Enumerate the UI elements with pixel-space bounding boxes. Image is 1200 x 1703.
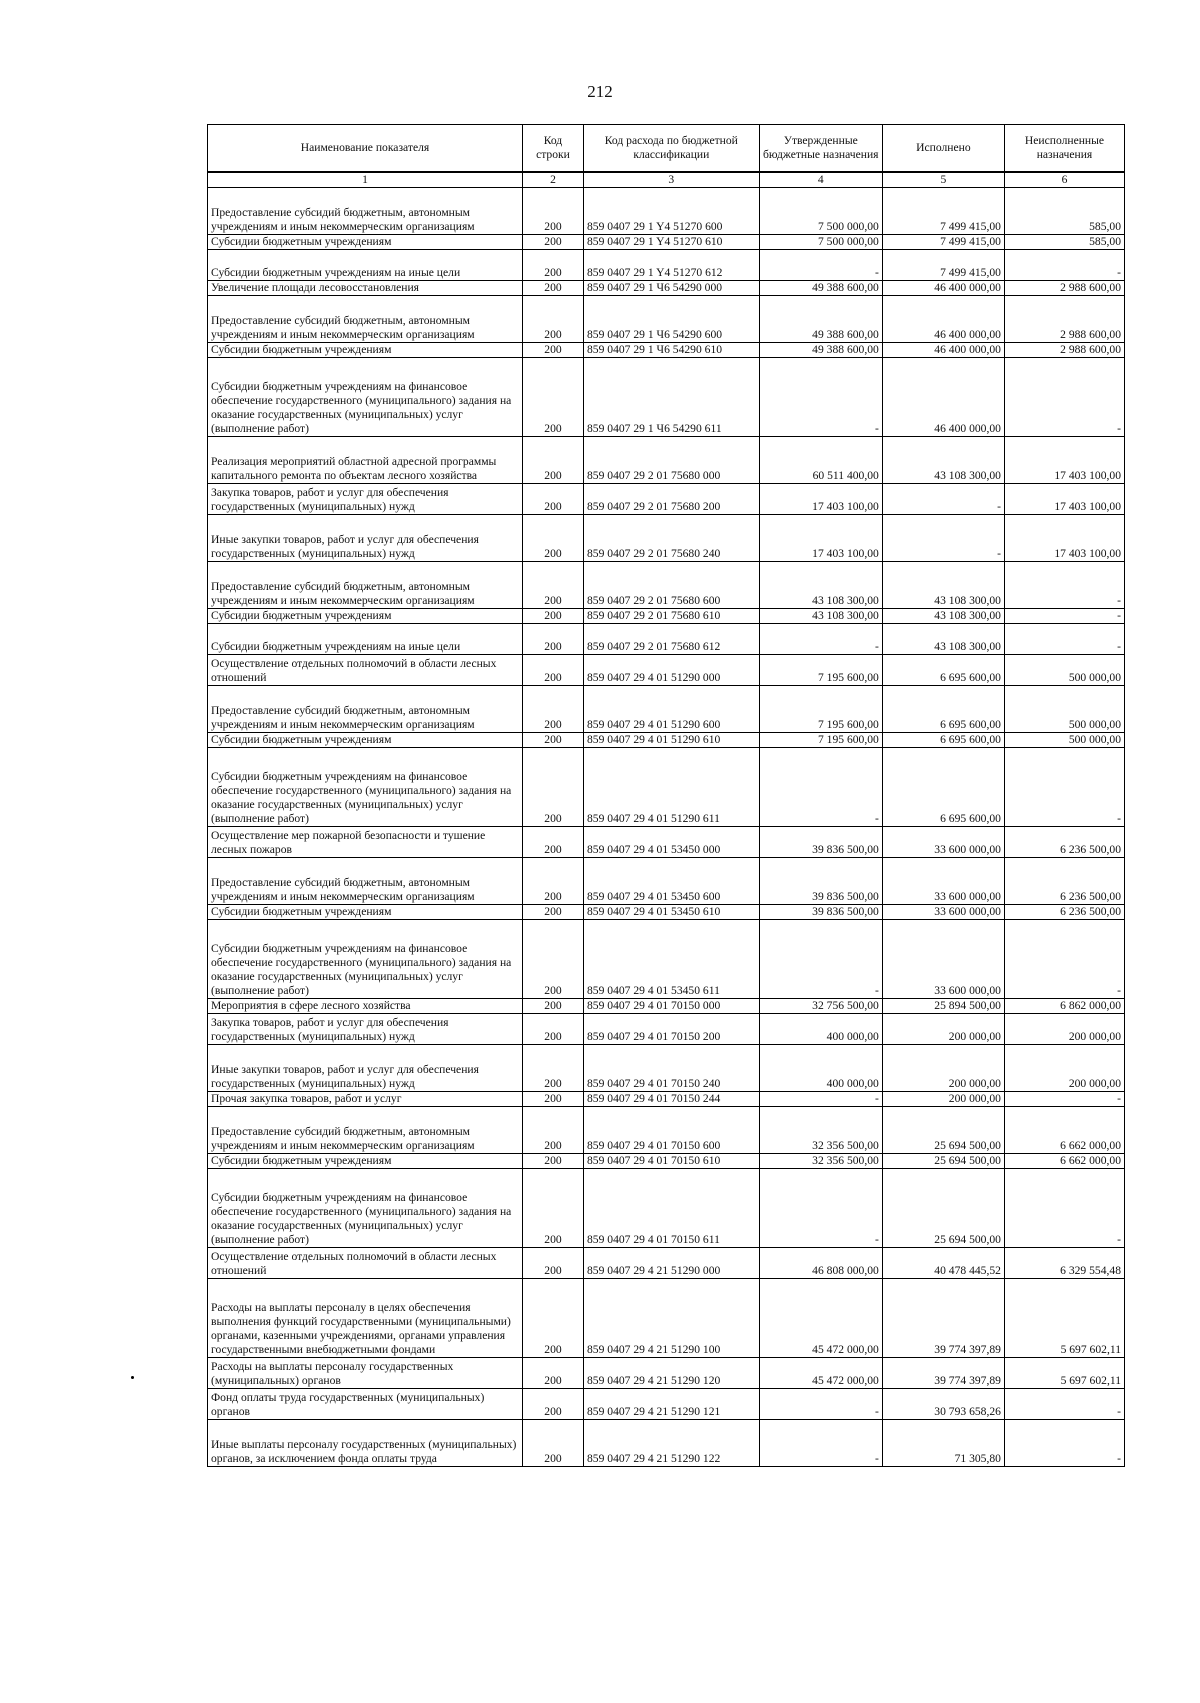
table-row [208, 1248, 1125, 1279]
executed-cell: 46 400 000,00 [882, 281, 1004, 296]
table-row [208, 624, 1125, 655]
executed-cell: 6 695 600,00 [882, 686, 1004, 733]
indicator-name-cell: Предоставление субсидий бюджетным, автономным учреждениям и иным некоммерческим организациям [208, 1107, 523, 1154]
line-code-cell: 200 [522, 920, 583, 999]
executed-cell: 7 499 415,00 [882, 250, 1004, 281]
table-row [208, 343, 1125, 358]
header-indicator-name: Наименование показателя [208, 125, 523, 173]
executed-cell: 43 108 300,00 [882, 624, 1004, 655]
table-row [208, 281, 1125, 296]
executed-cell: 25 694 500,00 [882, 1154, 1004, 1169]
approved-cell: 39 836 500,00 [759, 905, 882, 920]
approved-cell: 45 472 000,00 [759, 1358, 882, 1389]
table-row [208, 1389, 1125, 1420]
indicator-name-cell: Субсидии бюджетным учреждениям [208, 733, 523, 748]
approved-cell: 7 500 000,00 [759, 188, 882, 235]
indicator-name-cell: Осуществление отдельных полномочий в области лесных отношений [208, 655, 523, 686]
unexecuted-cell: 17 403 100,00 [1004, 437, 1124, 484]
line-code-cell: 200 [522, 1092, 583, 1107]
executed-cell: 200 000,00 [882, 1045, 1004, 1092]
column-number: 3 [583, 172, 759, 188]
unexecuted-cell: - [1004, 250, 1124, 281]
unexecuted-cell: 6 236 500,00 [1004, 858, 1124, 905]
executed-cell: 40 478 445,52 [882, 1248, 1004, 1279]
page-number: 212 [587, 82, 613, 101]
table-row [208, 609, 1125, 624]
line-code-cell: 200 [522, 188, 583, 235]
expense-code-cell: 859 0407 29 4 01 51290 610 [583, 733, 759, 748]
approved-cell: 32 756 500,00 [759, 999, 882, 1014]
unexecuted-cell: 2 988 600,00 [1004, 281, 1124, 296]
table-header-row [208, 125, 1125, 173]
unexecuted-cell: - [1004, 562, 1124, 609]
unexecuted-cell: 5 697 602,11 [1004, 1279, 1124, 1358]
executed-cell: 71 305,80 [882, 1420, 1004, 1467]
indicator-name-cell: Иные закупки товаров, работ и услуг для обеспечения государственных (муниципальных) нужд [208, 1045, 523, 1092]
scan-mark [131, 1376, 134, 1379]
expense-code-cell: 859 0407 29 1 Ч6 54290 000 [583, 281, 759, 296]
line-code-cell: 200 [522, 1248, 583, 1279]
unexecuted-cell: 2 988 600,00 [1004, 296, 1124, 343]
approved-cell: - [759, 624, 882, 655]
approved-cell: 7 195 600,00 [759, 733, 882, 748]
table-row [208, 188, 1125, 235]
line-code-cell: 200 [522, 562, 583, 609]
unexecuted-cell: 6 862 000,00 [1004, 999, 1124, 1014]
indicator-name-cell: Предоставление субсидий бюджетным, автономным учреждениям и иным некоммерческим организациям [208, 296, 523, 343]
expense-code-cell: 859 0407 29 1 Ч6 54290 611 [583, 358, 759, 437]
approved-cell: 400 000,00 [759, 1014, 882, 1045]
indicator-name-cell: Субсидии бюджетным учреждениям на финансовое обеспечение государственного (муниципального) задания на оказание государственных (муниципальных) услуг (выполнение работ) [208, 1169, 523, 1248]
approved-cell: 32 356 500,00 [759, 1107, 882, 1154]
line-code-cell: 200 [522, 1169, 583, 1248]
line-code-cell: 200 [522, 358, 583, 437]
expense-code-cell: 859 0407 29 1 Ч6 54290 610 [583, 343, 759, 358]
approved-cell: 7 195 600,00 [759, 655, 882, 686]
expense-code-cell: 859 0407 29 4 01 53450 611 [583, 920, 759, 999]
expense-code-cell: 859 0407 29 1 Y4 51270 610 [583, 235, 759, 250]
indicator-name-cell: Закупка товаров, работ и услуг для обеспечения государственных (муниципальных) нужд [208, 484, 523, 515]
executed-cell: 25 694 500,00 [882, 1169, 1004, 1248]
expense-code-cell: 859 0407 29 4 01 70150 200 [583, 1014, 759, 1045]
table-row [208, 1092, 1125, 1107]
indicator-name-cell: Субсидии бюджетным учреждениям на иные цели [208, 624, 523, 655]
table-row [208, 515, 1125, 562]
approved-cell: 7 195 600,00 [759, 686, 882, 733]
expense-code-cell: 859 0407 29 2 01 75680 000 [583, 437, 759, 484]
unexecuted-cell: 6 662 000,00 [1004, 1107, 1124, 1154]
unexecuted-cell: 2 988 600,00 [1004, 343, 1124, 358]
table-row [208, 1169, 1125, 1248]
indicator-name-cell: Осуществление отдельных полномочий в области лесных отношений [208, 1248, 523, 1279]
table-row [208, 655, 1125, 686]
approved-cell: - [759, 1169, 882, 1248]
line-code-cell: 200 [522, 250, 583, 281]
expense-code-cell: 859 0407 29 1 Y4 51270 612 [583, 250, 759, 281]
line-code-cell: 200 [522, 1358, 583, 1389]
approved-cell: 49 388 600,00 [759, 343, 882, 358]
executed-cell: 6 695 600,00 [882, 748, 1004, 827]
executed-cell: 7 499 415,00 [882, 235, 1004, 250]
header-unexecuted: Неисполненные назначения [1004, 125, 1124, 173]
unexecuted-cell: 585,00 [1004, 235, 1124, 250]
column-number: 6 [1004, 172, 1124, 188]
budget-execution-table [207, 124, 1125, 1467]
line-code-cell: 200 [522, 748, 583, 827]
expense-code-cell: 859 0407 29 4 01 70150 611 [583, 1169, 759, 1248]
line-code-cell: 200 [522, 1279, 583, 1358]
unexecuted-cell: - [1004, 920, 1124, 999]
executed-cell: 43 108 300,00 [882, 562, 1004, 609]
line-code-cell: 200 [522, 437, 583, 484]
unexecuted-cell: 500 000,00 [1004, 733, 1124, 748]
unexecuted-cell: - [1004, 748, 1124, 827]
table-row [208, 920, 1125, 999]
line-code-cell: 200 [522, 827, 583, 858]
line-code-cell: 200 [522, 609, 583, 624]
unexecuted-cell: 6 236 500,00 [1004, 905, 1124, 920]
line-code-cell: 200 [522, 343, 583, 358]
approved-cell: 32 356 500,00 [759, 1154, 882, 1169]
executed-cell: 43 108 300,00 [882, 609, 1004, 624]
expense-code-cell: 859 0407 29 4 01 70150 240 [583, 1045, 759, 1092]
indicator-name-cell: Увеличение площади лесовосстановления [208, 281, 523, 296]
executed-cell: 46 400 000,00 [882, 358, 1004, 437]
expense-code-cell: 859 0407 29 2 01 75680 600 [583, 562, 759, 609]
approved-cell: - [759, 748, 882, 827]
line-code-cell: 200 [522, 1154, 583, 1169]
executed-cell: 39 774 397,89 [882, 1358, 1004, 1389]
unexecuted-cell: - [1004, 1092, 1124, 1107]
executed-cell: 33 600 000,00 [882, 920, 1004, 999]
line-code-cell: 200 [522, 1014, 583, 1045]
executed-cell: 25 694 500,00 [882, 1107, 1004, 1154]
expense-code-cell: 859 0407 29 4 01 53450 610 [583, 905, 759, 920]
unexecuted-cell: 200 000,00 [1004, 1014, 1124, 1045]
line-code-cell: 200 [522, 235, 583, 250]
approved-cell: 60 511 400,00 [759, 437, 882, 484]
executed-cell: - [882, 515, 1004, 562]
executed-cell: 33 600 000,00 [882, 827, 1004, 858]
indicator-name-cell: Предоставление субсидий бюджетным, автономным учреждениям и иным некоммерческим организациям [208, 858, 523, 905]
approved-cell: 17 403 100,00 [759, 484, 882, 515]
expense-code-cell: 859 0407 29 4 01 70150 610 [583, 1154, 759, 1169]
indicator-name-cell: Расходы на выплаты персоналу в целях обеспечения выполнения функций государственными (муниципальными) органами, казенными учреждениями, органами управления государственными внебюджетными фондами [208, 1279, 523, 1358]
table-row [208, 999, 1125, 1014]
indicator-name-cell: Иные закупки товаров, работ и услуг для обеспечения государственных (муниципальных) нужд [208, 515, 523, 562]
table-row [208, 437, 1125, 484]
expense-code-cell: 859 0407 29 2 01 75680 612 [583, 624, 759, 655]
indicator-name-cell: Субсидии бюджетным учреждениям на финансовое обеспечение государственного (муниципального) задания на оказание государственных (муниципальных) услуг (выполнение работ) [208, 358, 523, 437]
table-row [208, 1045, 1125, 1092]
executed-cell: - [882, 484, 1004, 515]
line-code-cell: 200 [522, 296, 583, 343]
header-line-code: Код строки [522, 125, 583, 173]
executed-cell: 33 600 000,00 [882, 858, 1004, 905]
unexecuted-cell: 6 662 000,00 [1004, 1154, 1124, 1169]
indicator-name-cell: Субсидии бюджетным учреждениям на финансовое обеспечение государственного (муниципального) задания на оказание государственных (муниципальных) услуг (выполнение работ) [208, 748, 523, 827]
approved-cell: 7 500 000,00 [759, 235, 882, 250]
header-expense-code: Код расхода по бюджетной классификации [583, 125, 759, 173]
approved-cell: - [759, 358, 882, 437]
table-row [208, 858, 1125, 905]
unexecuted-cell: - [1004, 1420, 1124, 1467]
line-code-cell: 200 [522, 624, 583, 655]
indicator-name-cell: Осуществление мер пожарной безопасности и тушение лесных пожаров [208, 827, 523, 858]
approved-cell: - [759, 1389, 882, 1420]
approved-cell: 45 472 000,00 [759, 1279, 882, 1358]
indicator-name-cell: Иные выплаты персоналу государственных (муниципальных) органов, за исключением фонда оплаты труда [208, 1420, 523, 1467]
unexecuted-cell: 500 000,00 [1004, 655, 1124, 686]
executed-cell: 30 793 658,26 [882, 1389, 1004, 1420]
unexecuted-cell: 5 697 602,11 [1004, 1358, 1124, 1389]
indicator-name-cell: Субсидии бюджетным учреждениям [208, 1154, 523, 1169]
line-code-cell: 200 [522, 1045, 583, 1092]
table-row [208, 733, 1125, 748]
executed-cell: 200 000,00 [882, 1092, 1004, 1107]
table-body [208, 188, 1125, 1467]
expense-code-cell: 859 0407 29 4 21 51290 120 [583, 1358, 759, 1389]
table-row [208, 235, 1125, 250]
indicator-name-cell: Прочая закупка товаров, работ и услуг [208, 1092, 523, 1107]
unexecuted-cell: 6 329 554,48 [1004, 1248, 1124, 1279]
approved-cell: 39 836 500,00 [759, 858, 882, 905]
approved-cell: 17 403 100,00 [759, 515, 882, 562]
table-row [208, 1014, 1125, 1045]
line-code-cell: 200 [522, 655, 583, 686]
executed-cell: 6 695 600,00 [882, 733, 1004, 748]
table-row [208, 250, 1125, 281]
executed-cell: 46 400 000,00 [882, 296, 1004, 343]
line-code-cell: 200 [522, 281, 583, 296]
expense-code-cell: 859 0407 29 4 01 51290 600 [583, 686, 759, 733]
column-number: 1 [208, 172, 523, 188]
indicator-name-cell: Субсидии бюджетным учреждениям на иные цели [208, 250, 523, 281]
approved-cell: - [759, 250, 882, 281]
approved-cell: - [759, 920, 882, 999]
indicator-name-cell: Фонд оплаты труда государственных (муниципальных) органов [208, 1389, 523, 1420]
line-code-cell: 200 [522, 905, 583, 920]
indicator-name-cell: Субсидии бюджетным учреждениям [208, 343, 523, 358]
expense-code-cell: 859 0407 29 4 01 70150 000 [583, 999, 759, 1014]
indicator-name-cell: Субсидии бюджетным учреждениям [208, 235, 523, 250]
approved-cell: 43 108 300,00 [759, 609, 882, 624]
unexecuted-cell: - [1004, 1389, 1124, 1420]
indicator-name-cell: Предоставление субсидий бюджетным, автономным учреждениям и иным некоммерческим организациям [208, 188, 523, 235]
table-row [208, 1107, 1125, 1154]
executed-cell: 33 600 000,00 [882, 905, 1004, 920]
unexecuted-cell: 585,00 [1004, 188, 1124, 235]
line-code-cell: 200 [522, 1389, 583, 1420]
line-code-cell: 200 [522, 858, 583, 905]
indicator-name-cell: Расходы на выплаты персоналу государственных (муниципальных) органов [208, 1358, 523, 1389]
table-row [208, 484, 1125, 515]
table-row [208, 905, 1125, 920]
executed-cell: 7 499 415,00 [882, 188, 1004, 235]
table-row [208, 1420, 1125, 1467]
expense-code-cell: 859 0407 29 4 01 70150 244 [583, 1092, 759, 1107]
expense-code-cell: 859 0407 29 4 21 51290 100 [583, 1279, 759, 1358]
expense-code-cell: 859 0407 29 2 01 75680 200 [583, 484, 759, 515]
unexecuted-cell: - [1004, 358, 1124, 437]
line-code-cell: 200 [522, 1107, 583, 1154]
indicator-name-cell: Предоставление субсидий бюджетным, автономным учреждениям и иным некоммерческим организациям [208, 562, 523, 609]
line-code-cell: 200 [522, 686, 583, 733]
line-code-cell: 200 [522, 484, 583, 515]
approved-cell: 49 388 600,00 [759, 281, 882, 296]
line-code-cell: 200 [522, 999, 583, 1014]
expense-code-cell: 859 0407 29 2 01 75680 610 [583, 609, 759, 624]
executed-cell: 43 108 300,00 [882, 437, 1004, 484]
column-number: 5 [882, 172, 1004, 188]
indicator-name-cell: Субсидии бюджетным учреждениям на финансовое обеспечение государственного (муниципального) задания на оказание государственных (муниципальных) услуг (выполнение работ) [208, 920, 523, 999]
approved-cell: 49 388 600,00 [759, 296, 882, 343]
table-row [208, 748, 1125, 827]
approved-cell: - [759, 1420, 882, 1467]
indicator-name-cell: Реализация мероприятий областной адресной программы капитального ремонта по объектам лесного хозяйства [208, 437, 523, 484]
expense-code-cell: 859 0407 29 1 Ч6 54290 600 [583, 296, 759, 343]
executed-cell: 6 695 600,00 [882, 655, 1004, 686]
unexecuted-cell: 6 236 500,00 [1004, 827, 1124, 858]
line-code-cell: 200 [522, 515, 583, 562]
executed-cell: 200 000,00 [882, 1014, 1004, 1045]
approved-cell: 46 808 000,00 [759, 1248, 882, 1279]
table-row [208, 358, 1125, 437]
executed-cell: 39 774 397,89 [882, 1279, 1004, 1358]
table-row [208, 1154, 1125, 1169]
executed-cell: 25 894 500,00 [882, 999, 1004, 1014]
expense-code-cell: 859 0407 29 2 01 75680 240 [583, 515, 759, 562]
expense-code-cell: 859 0407 29 4 21 51290 000 [583, 1248, 759, 1279]
line-code-cell: 200 [522, 1420, 583, 1467]
indicator-name-cell: Предоставление субсидий бюджетным, автономным учреждениям и иным некоммерческим организациям [208, 686, 523, 733]
approved-cell: 400 000,00 [759, 1045, 882, 1092]
column-number: 4 [759, 172, 882, 188]
expense-code-cell: 859 0407 29 4 01 53450 600 [583, 858, 759, 905]
approved-cell: - [759, 1092, 882, 1107]
expense-code-cell: 859 0407 29 4 21 51290 122 [583, 1420, 759, 1467]
unexecuted-cell: 200 000,00 [1004, 1045, 1124, 1092]
unexecuted-cell: - [1004, 624, 1124, 655]
unexecuted-cell: - [1004, 1169, 1124, 1248]
approved-cell: 43 108 300,00 [759, 562, 882, 609]
expense-code-cell: 859 0407 29 4 01 51290 611 [583, 748, 759, 827]
table-row [208, 686, 1125, 733]
indicator-name-cell: Субсидии бюджетным учреждениям [208, 609, 523, 624]
unexecuted-cell: - [1004, 609, 1124, 624]
unexecuted-cell: 500 000,00 [1004, 686, 1124, 733]
expense-code-cell: 859 0407 29 4 01 51290 000 [583, 655, 759, 686]
header-executed: Исполнено [882, 125, 1004, 173]
indicator-name-cell: Субсидии бюджетным учреждениям [208, 905, 523, 920]
expense-code-cell: 859 0407 29 4 01 53450 000 [583, 827, 759, 858]
header-approved: Утвержденные бюджетные назначения [759, 125, 882, 173]
table-row [208, 827, 1125, 858]
indicator-name-cell: Мероприятия в сфере лесного хозяйства [208, 999, 523, 1014]
expense-code-cell: 859 0407 29 1 Y4 51270 600 [583, 188, 759, 235]
line-code-cell: 200 [522, 733, 583, 748]
table-row [208, 296, 1125, 343]
column-number-row [208, 172, 1125, 188]
column-number: 2 [522, 172, 583, 188]
table-row [208, 1279, 1125, 1358]
table-row [208, 1358, 1125, 1389]
unexecuted-cell: 17 403 100,00 [1004, 515, 1124, 562]
table-row [208, 562, 1125, 609]
unexecuted-cell: 17 403 100,00 [1004, 484, 1124, 515]
expense-code-cell: 859 0407 29 4 01 70150 600 [583, 1107, 759, 1154]
indicator-name-cell: Закупка товаров, работ и услуг для обеспечения государственных (муниципальных) нужд [208, 1014, 523, 1045]
executed-cell: 46 400 000,00 [882, 343, 1004, 358]
expense-code-cell: 859 0407 29 4 21 51290 121 [583, 1389, 759, 1420]
approved-cell: 39 836 500,00 [759, 827, 882, 858]
